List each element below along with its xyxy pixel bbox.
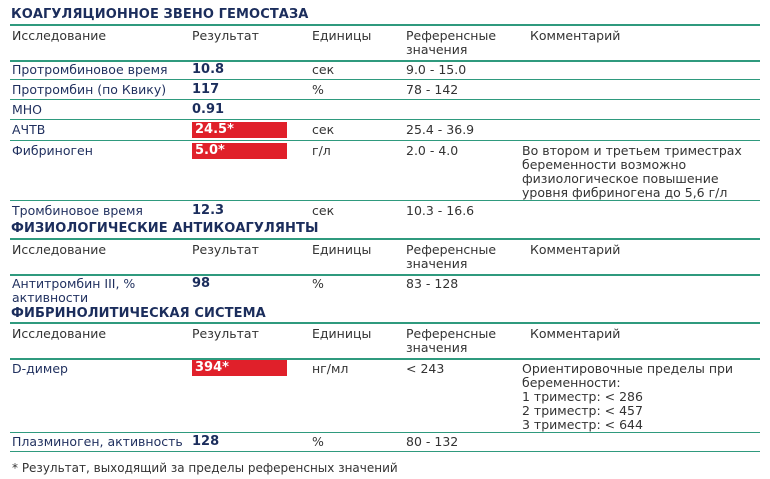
table-row bbox=[10, 433, 760, 452]
row-unit: г/л bbox=[312, 143, 331, 158]
footnote: * Результат, выходящий за пределы референсных значений bbox=[12, 461, 398, 475]
row-name: Плазминоген, активность bbox=[12, 434, 183, 449]
section-title-fibrinolytic: ФИБРИНОЛИТИЧЕСКАЯ СИСТЕМА bbox=[11, 306, 266, 321]
header-units: Единицы bbox=[312, 326, 372, 341]
table-row bbox=[10, 120, 760, 141]
table-row bbox=[10, 141, 760, 201]
table-row bbox=[10, 80, 760, 100]
table-row bbox=[10, 358, 760, 433]
row-result: 12.3 bbox=[192, 203, 225, 218]
comment-line: беременности: bbox=[522, 375, 621, 390]
header-comment: Комментарий bbox=[530, 326, 621, 341]
row-result-flagged: 394* bbox=[192, 360, 287, 376]
row-unit: нг/мл bbox=[312, 361, 349, 376]
table-row bbox=[10, 274, 760, 306]
row-ref: 9.0 - 15.0 bbox=[406, 62, 467, 77]
row-ref: < 243 bbox=[406, 361, 445, 376]
table-row bbox=[10, 60, 760, 80]
row-unit: сек bbox=[312, 122, 335, 137]
row-name: D-димер bbox=[12, 361, 68, 376]
row-comment: Во втором и третьем триместрах беременности возможно физиологическое повышение уровня фибриногена до 5,6 г/л bbox=[522, 143, 742, 200]
header-comment: Комментарий bbox=[530, 242, 621, 257]
comment-line: Ориентировочные пределы при bbox=[522, 361, 734, 376]
header-reference: Референсные значения bbox=[406, 242, 497, 271]
table-header bbox=[10, 322, 760, 360]
header-units: Единицы bbox=[312, 28, 372, 43]
row-comment bbox=[522, 362, 762, 432]
row-name: Антитромбин III, % активности bbox=[12, 276, 136, 305]
row-ref: 80 - 132 bbox=[406, 434, 459, 449]
table-header bbox=[10, 24, 760, 62]
row-result-flagged: 24.5* bbox=[192, 122, 287, 138]
row-unit: % bbox=[312, 82, 324, 97]
table-row bbox=[10, 201, 760, 220]
row-unit: % bbox=[312, 276, 324, 291]
comment-line: 1 триместр: < 286 bbox=[522, 389, 643, 404]
row-ref: 2.0 - 4.0 bbox=[406, 143, 459, 158]
table-row bbox=[10, 100, 760, 120]
row-ref: 25.4 - 36.9 bbox=[406, 122, 475, 137]
row-name: Протромбиновое время bbox=[12, 62, 168, 77]
row-result: 0.91 bbox=[192, 102, 225, 117]
header-result: Результат bbox=[192, 326, 259, 341]
section-title-coagulation: КОАГУЛЯЦИОННОЕ ЗВЕНО ГЕМОСТАЗА bbox=[11, 7, 309, 22]
row-ref: 83 - 128 bbox=[406, 276, 459, 291]
row-name: Тромбиновое время bbox=[12, 203, 143, 218]
header-study: Исследование bbox=[12, 242, 107, 257]
row-unit: сек bbox=[312, 62, 335, 77]
row-unit: сек bbox=[312, 203, 335, 218]
table-header bbox=[10, 238, 760, 276]
header-reference: Референсные значения bbox=[406, 326, 497, 355]
row-result: 10.8 bbox=[192, 62, 225, 77]
row-result: 128 bbox=[192, 434, 220, 449]
header-result: Результат bbox=[192, 242, 259, 257]
row-result-flagged: 5.0* bbox=[192, 143, 287, 159]
header-study: Исследование bbox=[12, 326, 107, 341]
header-result: Результат bbox=[192, 28, 259, 43]
row-unit: % bbox=[312, 434, 324, 449]
header-units: Единицы bbox=[312, 242, 372, 257]
header-study: Исследование bbox=[12, 28, 107, 43]
row-ref: 10.3 - 16.6 bbox=[406, 203, 475, 218]
row-name: МНО bbox=[12, 102, 43, 117]
section-title-anticoagulants: ФИЗИОЛОГИЧЕСКИЕ АНТИКОАГУЛЯНТЫ bbox=[11, 221, 319, 236]
row-result: 98 bbox=[192, 276, 211, 291]
header-reference: Референсные значения bbox=[406, 28, 497, 57]
row-name: Фибриноген bbox=[12, 143, 93, 158]
row-ref: 78 - 142 bbox=[406, 82, 459, 97]
header-comment: Комментарий bbox=[530, 28, 621, 43]
row-name: АЧТВ bbox=[12, 122, 46, 137]
comment-line: 2 триместр: < 457 bbox=[522, 403, 643, 418]
comment-line: 3 триместр: < 644 bbox=[522, 417, 643, 432]
row-result: 117 bbox=[192, 82, 220, 97]
row-name: Протромбин (по Квику) bbox=[12, 82, 167, 97]
